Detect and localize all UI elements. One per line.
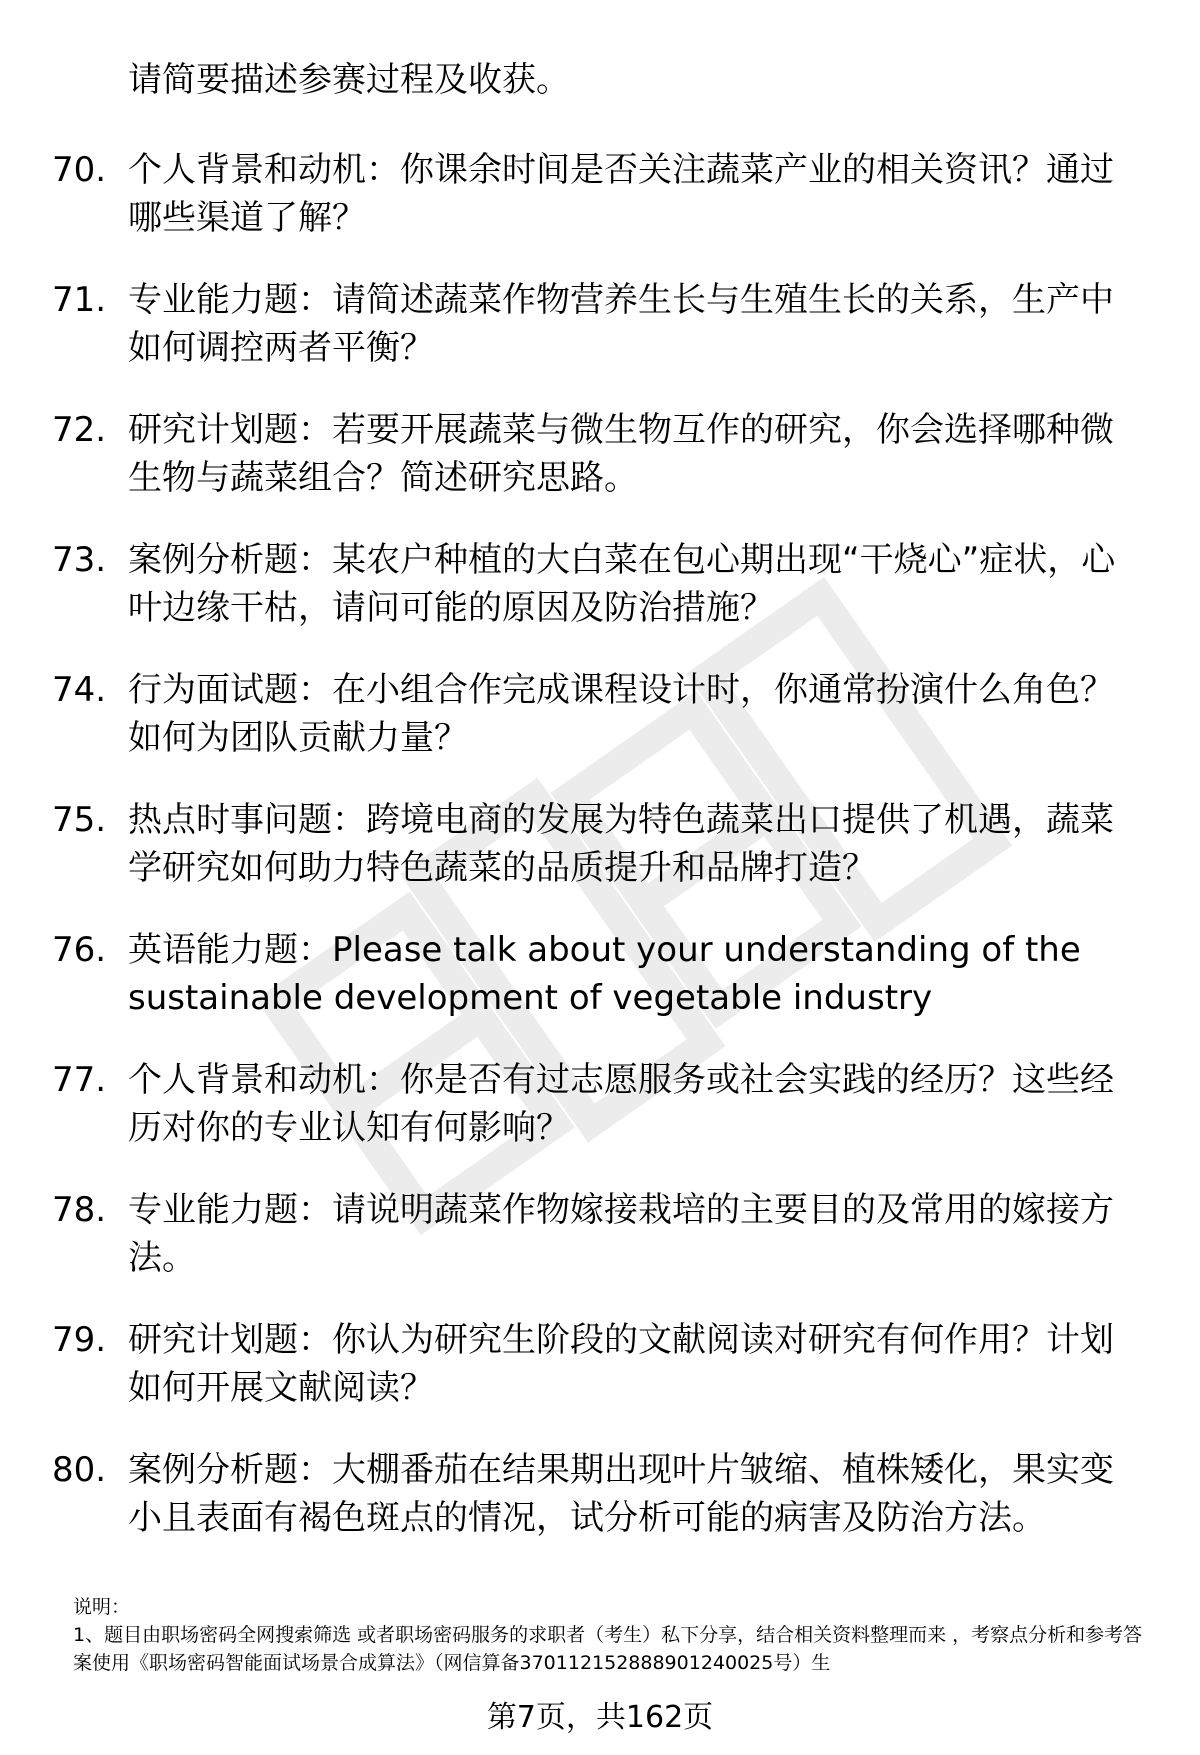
explanatory-note	[73, 1593, 1153, 1677]
question-text: 行为面试题：在小组合作完成课程设计时，你通常扮演什么角色？如何为团队贡献力量？	[128, 670, 1114, 758]
question-item	[0, 276, 1200, 406]
question-text: 案例分析题：某农户种植的大白菜在包心期出现“干烧心”症状，心叶边缘干枯，请问可能的原因及防治措施？	[128, 540, 1116, 628]
question-text: 研究计划题：若要开展蔬菜与微生物互作的研究，你会选择哪种微生物与蔬菜组合？简述研究思路。	[128, 410, 1114, 498]
question-number: 79.	[52, 1320, 107, 1360]
question-number: 71.	[52, 280, 107, 320]
question-number: 70.	[52, 150, 107, 190]
question-number: 78.	[52, 1190, 107, 1230]
question-text: 研究计划题：你认为研究生阶段的文献阅读对研究有何作用？计划如何开展文献阅读？	[128, 1320, 1114, 1408]
question-number: 77.	[52, 1060, 107, 1100]
question-text: 专业能力题：请简述蔬菜作物营养生长与生殖生长的关系，生产中如何调控两者平衡？	[128, 280, 1114, 368]
page-footer: 第7页，共162页	[486, 1700, 714, 1735]
question-number: 72.	[52, 410, 107, 450]
question-item	[0, 666, 1200, 796]
question-item	[0, 1056, 1200, 1186]
question-number: 75.	[52, 800, 107, 840]
question-item	[0, 926, 1200, 1056]
note-title: 说明：	[73, 1596, 131, 1618]
question-text: 专业能力题：请说明蔬菜作物嫁接栽培的主要目的及常用的嫁接方法。	[128, 1190, 1114, 1278]
question-text: 个人背景和动机：你是否有过志愿服务或社会实践的经历？这些经历对你的专业认知有何影响？	[128, 1060, 1114, 1148]
question-text: 热点时事问题：跨境电商的发展为特色蔬菜出口提供了机遇，蔬菜学研究如何助力特色蔬菜的品质提升和品牌打造？	[128, 800, 1114, 888]
question-number: 80.	[52, 1450, 107, 1490]
question-text: 案例分析题：大棚番茄在结果期出现叶片皱缩、植株矮化，果实变小且表面有褐色斑点的情况，试分析可能的病害及防治方法。	[128, 1450, 1114, 1538]
question-item	[0, 796, 1200, 926]
question-item	[0, 1186, 1200, 1316]
question-number: 74.	[52, 670, 107, 710]
question-text: 个人背景和动机：你课余时间是否关注蔬菜产业的相关资讯？通过哪些渠道了解？	[128, 150, 1114, 238]
question-item	[0, 1316, 1200, 1446]
question-item	[0, 146, 1200, 276]
question-item	[0, 536, 1200, 666]
question-list	[0, 146, 1200, 1576]
question-item	[0, 406, 1200, 536]
note-line: 1、题目由职场密码全网搜索筛选 或者职场密码服务的求职者（考生）私下分享，结合相关资料整理而来 ，考察点分析和参考答案使用《职场密码智能面试场景合成算法》（网信算备370112152888901240025号）生	[73, 1624, 1143, 1674]
question-text: 英语能力题：Please talk about your understanding of the sustainable development of vegetable industry	[128, 930, 1081, 1018]
question-item	[0, 1446, 1200, 1576]
question-number: 73.	[52, 540, 107, 580]
continuation-text: 请简要描述参赛过程及收获。	[128, 60, 570, 100]
question-number: 76.	[52, 930, 107, 970]
